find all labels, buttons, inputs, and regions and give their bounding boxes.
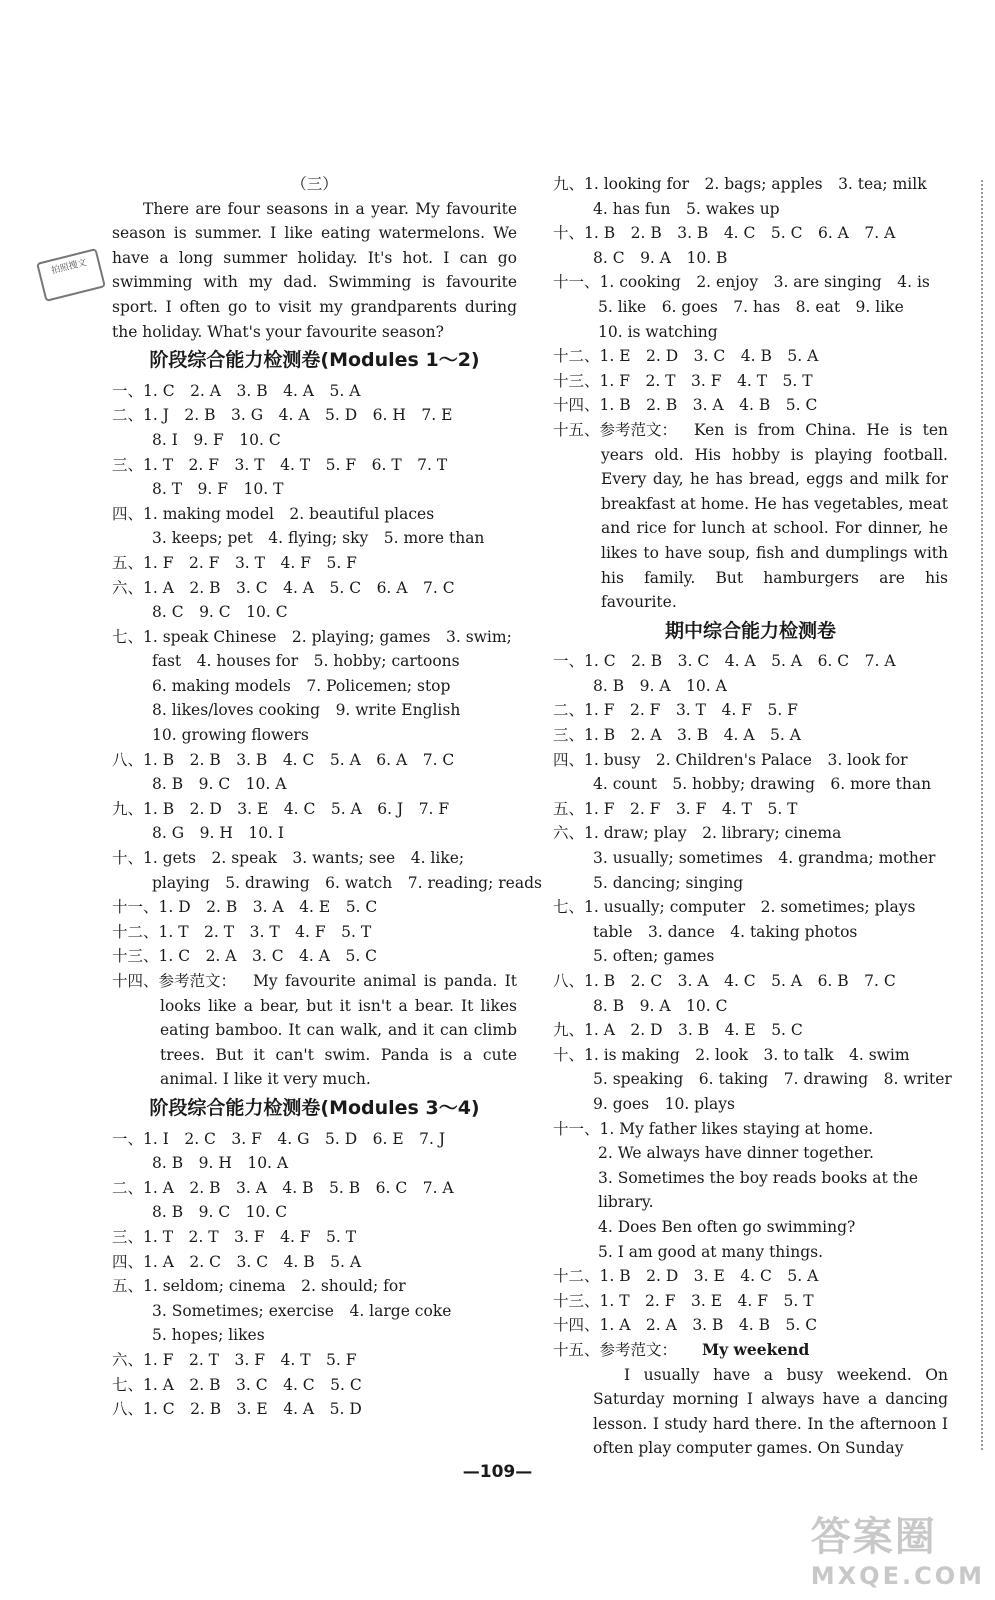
answer-line: 三、1. T 2. T 3. F 4. F 5. T <box>112 1227 357 1246</box>
answer-line: 4. has fun 5. wakes up <box>593 199 780 218</box>
mid-q15-essay: I usually have a busy weekend. On Saturday morning I always have a dancing lesson. I study hard there. In the afternoon I often play computer games. On Sunday <box>593 1365 948 1458</box>
answer-line: table 3. dance 4. taking photos <box>593 922 858 941</box>
answer-line: 3. usually; sometimes 4. grandma; mother <box>593 849 936 868</box>
answer-line: 十一、1. cooking 2. enjoy 3. are singing 4. is <box>553 273 930 292</box>
midterm-title: 期中综合能力检测卷 <box>664 619 836 642</box>
answer-line: 4. Does Ben often go swimming? <box>598 1217 856 1236</box>
answer-line: 八、1. B 2. C 3. A 4. C 5. A 6. B 7. C <box>553 972 896 990</box>
q15-label: 十五、参考范文： <box>553 420 678 439</box>
mid-q15-header <box>553 1338 948 1363</box>
answer-line: 4. count 5. hobby; drawing 6. more than <box>593 775 932 794</box>
answer-line: playing 5. drawing 6. watch 7. reading; reads <box>152 873 542 892</box>
page-edge <box>975 180 983 1450</box>
section3-heading: （三） <box>291 175 338 193</box>
answer-line: 8. B 9. C 10. A <box>152 775 287 794</box>
answer-line: 8. B 9. C 10. C <box>152 1203 288 1222</box>
test1-title: 阶段综合能力检测卷(Modules 1～2) <box>149 349 480 372</box>
answer-line: 8. likes/loves cooking 9. write English <box>152 701 461 720</box>
watermark-domain: MXQE.COM <box>810 1562 985 1590</box>
stamp-logo <box>36 248 106 302</box>
answer-line: 十四、1. B 2. B 3. A 4. B 5. C <box>553 396 818 415</box>
answer-line: 3. Sometimes; exercise 4. large coke <box>152 1301 452 1320</box>
watermark <box>811 1505 985 1590</box>
section3-text: There are four seasons in a year. My favourite season is summer. I like eating watermelons. We have a long summer holiday. It's hot. I can go swimming with my dad. Swimming is favourite sport. I often go to visit my grandparents during the holiday. What's your favourite season? <box>112 199 517 341</box>
mid-q15-title: My weekend <box>701 1339 810 1359</box>
answer-line: 十、1. gets 2. speak 3. wants; see 4. like; <box>112 849 465 868</box>
answer-line: 8. T 9. F 10. T <box>152 480 284 499</box>
answer-line: 十一、1. D 2. B 3. A 4. E 5. C <box>112 898 378 917</box>
answer-line: 一、1. C 2. B 3. C 4. A 5. A 6. C 7. A <box>553 652 896 671</box>
answer-line: fast 4. houses for 5. hobby; cartoons <box>152 652 460 671</box>
answer-line: 十二、1. B 2. D 3. E 4. C 5. A <box>553 1267 819 1286</box>
mid-q15-label: 十五、参考范文： <box>553 1340 678 1359</box>
answer-line: 二、1. F 2. F 3. T 4. F 5. F <box>553 701 798 720</box>
answer-line: 十二、1. E 2. D 3. C 4. B 5. A <box>553 347 819 366</box>
answer-line: 七、1. usually; computer 2. sometimes; plays <box>553 898 916 917</box>
answer-line: 5. speaking 6. taking 7. drawing 8. writer <box>593 1070 952 1089</box>
answer-line: 八、1. B 2. B 3. B 4. C 5. A 6. A 7. C <box>112 750 455 769</box>
answer-line: 三、1. B 2. A 3. B 4. A 5. A <box>553 726 801 745</box>
answer-line: 8. I 9. F 10. C <box>152 430 281 449</box>
answer-line: 5. often; games <box>593 947 715 966</box>
answer-line: 六、1. draw; play 2. library; cinema <box>553 824 842 843</box>
answer-line: 十一、1. My father likes staying at home. <box>553 1119 874 1138</box>
answer-line: library. <box>598 1193 654 1212</box>
answer-line: 八、1. C 2. B 3. E 4. A 5. D <box>112 1400 362 1419</box>
answer-line: 5. I am good at many things. <box>598 1242 824 1261</box>
answer-line: 七、1. A 2. B 3. C 4. C 5. C <box>112 1375 362 1394</box>
test2-answers <box>112 1127 517 1422</box>
answer-line: 2. We always have dinner together. <box>598 1144 874 1163</box>
test2-title: 阶段综合能力检测卷(Modules 3～4) <box>149 1096 480 1119</box>
answer-line: 一、1. I 2. C 3. F 4. G 5. D 6. E 7. J <box>112 1129 446 1148</box>
answer-line: 十、1. is making 2. look 3. to talk 4. swim <box>553 1045 910 1064</box>
answer-line: 六、1. A 2. B 3. C 4. A 5. C 6. A 7. C <box>112 578 455 597</box>
answer-line: 9. goes 10. plays <box>593 1094 736 1113</box>
answer-line: 四、1. making model 2. beautiful places <box>112 504 435 523</box>
answer-line: 8. B 9. A 10. A <box>593 676 727 695</box>
answer-line: 十、1. B 2. B 3. B 4. C 5. C 6. A 7. A <box>553 224 896 243</box>
answer-line: 3. keeps; pet 4. flying; sky 5. more than <box>152 529 485 548</box>
answer-line: 3. Sometimes the boy reads books at the <box>598 1168 918 1187</box>
answer-line: 二、1. J 2. B 3. G 4. A 5. D 6. H 7. E <box>112 406 453 425</box>
answer-line: 二、1. A 2. B 3. A 4. B 5. B 6. C 7. A <box>112 1178 454 1197</box>
answer-line: 一、1. C 2. A 3. B 4. A 5. A <box>112 381 361 400</box>
answer-line: 8. G 9. H 10. I <box>152 824 285 843</box>
answer-line: 四、1. A 2. C 3. C 4. B 5. A <box>112 1252 362 1271</box>
answer-line: 十三、1. F 2. T 3. F 4. T 5. T <box>553 371 813 390</box>
answer-line: 五、1. F 2. F 3. F 4. T 5. T <box>553 799 798 818</box>
answer-line: 十四、1. A 2. A 3. B 4. B 5. C <box>553 1316 818 1335</box>
answer-line: 10. is watching <box>598 322 718 341</box>
q15-essay: Ken is from China. He is ten years old. His hobby is playing football. Every day, he has bread, eggs and milk for breakfast at home. He has vegetables, meat and rice for lunch at school. For dinner, he likes to have soup, fish and dumplings with his family. But hamburgers are his favourite. <box>601 420 948 612</box>
test1-answers <box>112 379 542 969</box>
answer-line: 九、1. looking for 2. bags; apples 3. tea; milk <box>553 175 927 193</box>
answer-line: 四、1. busy 2. Children's Palace 3. look for <box>553 750 908 769</box>
midterm-answers <box>553 649 952 1338</box>
answer-line: 六、1. F 2. T 3. F 4. T 5. F <box>112 1350 357 1369</box>
answer-line: 6. making models 7. Policemen; stop <box>152 676 451 695</box>
answer-line: 七、1. speak Chinese 2. playing; games 3. swim; <box>112 627 512 646</box>
answer-line: 十三、1. C 2. A 3. C 4. A 5. C <box>112 947 378 966</box>
answer-line: 5. like 6. goes 7. has 8. eat 9. like <box>598 297 904 316</box>
test1-q14-label: 十四、参考范文： <box>112 972 237 990</box>
answer-line: 5. hopes; likes <box>152 1326 265 1345</box>
answer-line: 8. B 9. A 10. C <box>593 996 728 1015</box>
answer-line: 三、1. T 2. F 3. T 4. T 5. F 6. T 7. T <box>112 455 448 474</box>
answer-line: 10. growing flowers <box>152 726 309 745</box>
answer-line: 8. C 9. C 10. C <box>152 603 288 622</box>
answer-line: 十三、1. T 2. F 3. E 4. F 5. T <box>553 1291 814 1310</box>
stamp-text: 拍照搜文 <box>50 258 88 277</box>
answer-line: 8. B 9. H 10. A <box>152 1154 289 1173</box>
answer-line: 五、1. seldom; cinema 2. should; for <box>112 1277 406 1296</box>
answer-line: 5. dancing; singing <box>593 873 744 892</box>
answer-line: 十二、1. T 2. T 3. T 4. F 5. T <box>112 922 372 941</box>
answer-line: 五、1. F 2. F 3. T 4. F 5. F <box>112 553 357 572</box>
watermark-main: 答案圈 <box>810 1514 937 1560</box>
right-column <box>553 172 952 1461</box>
answer-line: 九、1. A 2. D 3. B 4. E 5. C <box>553 1021 803 1040</box>
left-column <box>112 172 542 1422</box>
page-number: —109— <box>462 1462 533 1482</box>
answer-line: 8. C 9. A 10. B <box>593 248 728 267</box>
answer-line: 九、1. B 2. D 3. E 4. C 5. A 6. J 7. F <box>112 799 450 818</box>
test1-q14-essay: My favourite animal is panda. It looks like a bear, but it isn't a bear. It likes eating bamboo. It can walk, and it can climb trees. But it can't swim. Panda is a cute animal. I like it very much. <box>160 972 517 1089</box>
